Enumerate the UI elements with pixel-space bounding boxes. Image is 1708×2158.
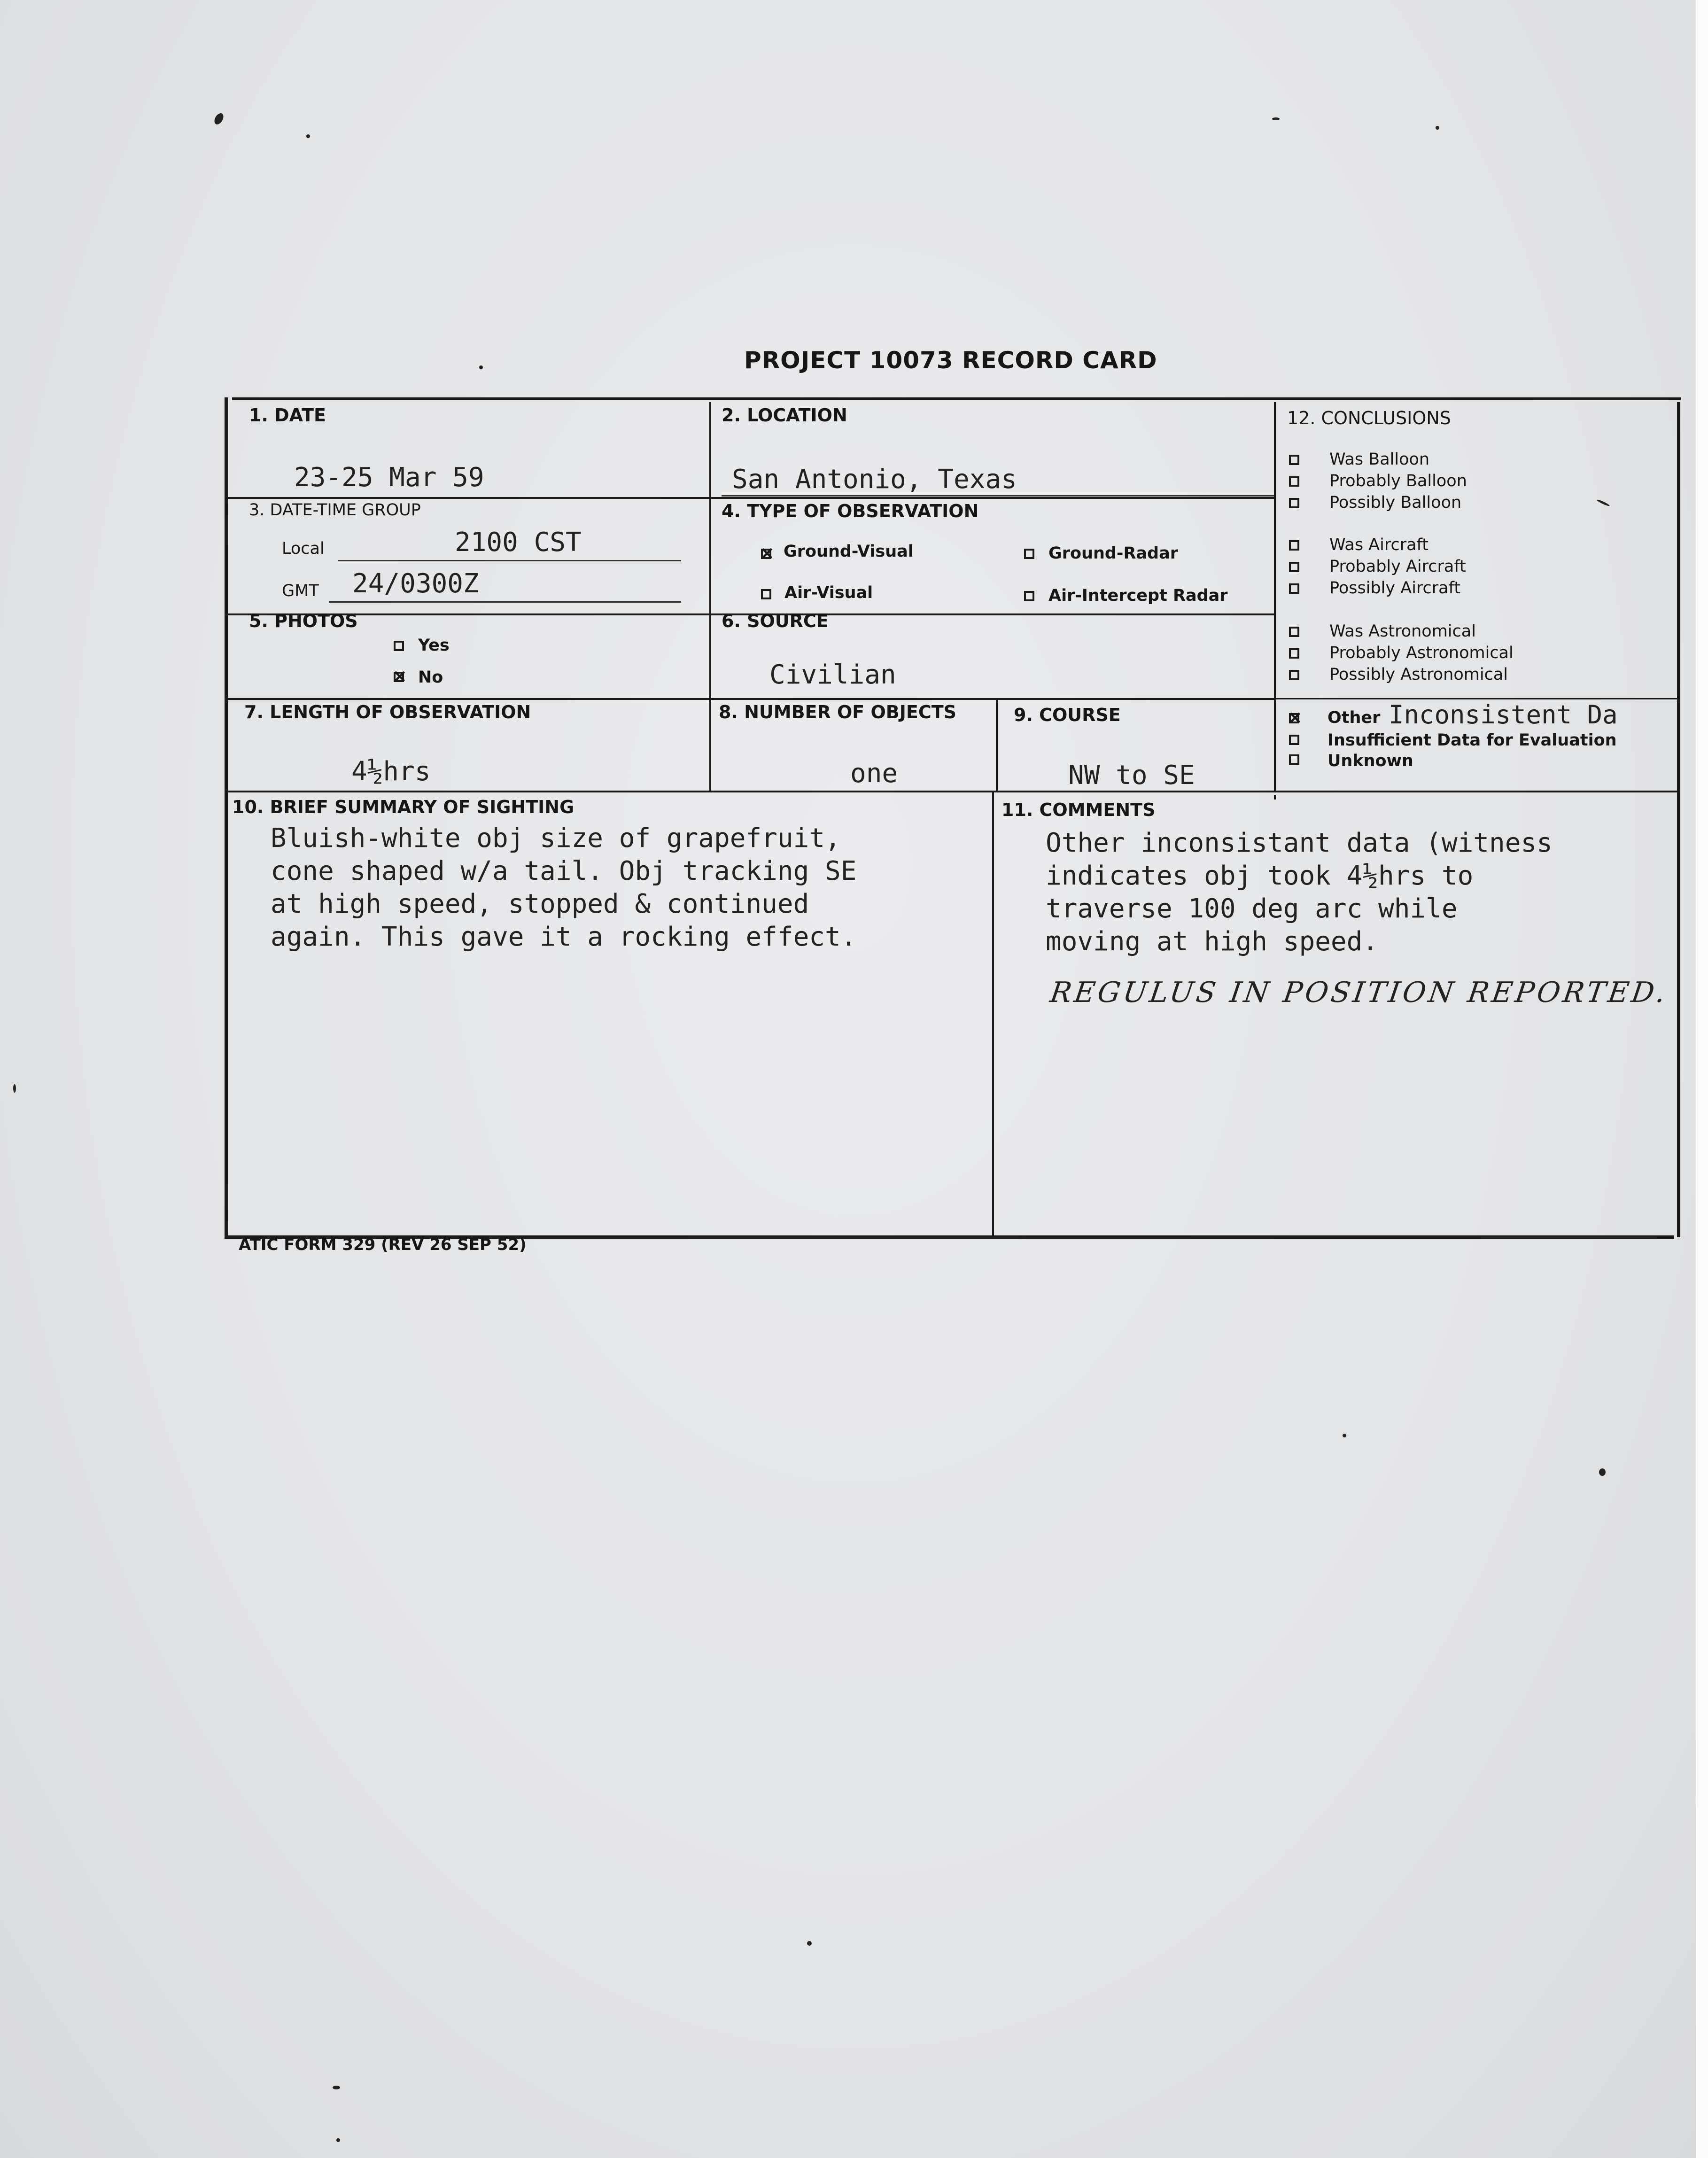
scan-speck [1599,1468,1606,1476]
page-edge [1696,0,1708,2158]
ground-radar-label: Ground-Radar [1048,544,1178,563]
dtg-gmt-label: GMT [282,582,319,600]
photos-no-label: No [418,668,443,687]
air-visual-checkbox[interactable] [761,589,771,599]
possibly-astronomical-label: Possibly Astronomical [1329,665,1508,684]
possibly-aircraft-checkbox[interactable] [1289,583,1299,594]
scan-speck [1596,499,1610,507]
frame-top [232,397,1681,400]
scan-speck [213,112,225,126]
possibly-balloon-label: Possibly Balloon [1329,493,1462,512]
scan-speck [1436,126,1439,130]
photos-yes-checkbox[interactable] [394,641,404,651]
source-value: Civilian [769,660,896,690]
unknown-label: Unknown [1328,752,1413,770]
length-value: 4½hrs [351,756,431,787]
divider-h4 [228,791,1679,792]
summary-label: 10. BRIEF SUMMARY OF SIGHTING [232,797,575,817]
divider-h3 [228,698,1274,700]
air-visual-label: Air-Visual [784,583,873,602]
scan-speck [336,2138,340,2142]
scan-speck [13,1084,16,1093]
conclusions-label: 12. CONCLUSIONS [1287,408,1451,428]
type-of-observation-label: 4. TYPE OF OBSERVATION [722,501,979,521]
other-label: Other [1328,708,1381,727]
scan-speck [1272,117,1280,120]
comments-label: 11. COMMENTS [1002,800,1156,820]
insufficient-data-label: Insufficient Data for Evaluation [1328,731,1617,750]
summary-line-2: cone shaped w/a tail. Obj tracking SE [271,856,857,886]
frame-left [225,397,228,1238]
frame-right [1677,402,1680,1237]
divider-v2 [1274,402,1276,792]
was-balloon-checkbox[interactable] [1289,455,1299,465]
dtg-local-value: 2100 CST [455,527,582,558]
was-balloon-label: Was Balloon [1329,450,1430,469]
photos-label: 5. PHOTOS [249,611,358,631]
was-aircraft-checkbox[interactable] [1289,540,1299,551]
summary-line-3: at high speed, stopped & continued [271,889,809,919]
ground-visual-label: Ground-Visual [784,542,914,561]
was-astronomical-checkbox[interactable] [1289,627,1299,637]
possibly-aircraft-label: Possibly Aircraft [1329,579,1461,598]
form-identifier: ATIC FORM 329 (REV 26 SEP 52) [239,1235,527,1254]
summary-line-4: again. This gave it a rocking effect. [271,922,857,952]
probably-balloon-label: Probably Balloon [1329,472,1467,490]
scan-speck [479,365,483,369]
location-label: 2. LOCATION [722,405,847,426]
was-aircraft-label: Was Aircraft [1329,536,1429,554]
divider-v3 [996,699,998,791]
probably-aircraft-label: Probably Aircraft [1329,557,1466,576]
dtg-local-underline [338,560,681,561]
insufficient-data-checkbox[interactable] [1289,735,1299,745]
date-value: 23-25 Mar 59 [294,462,484,493]
comments-line-2: indicates obj took 4½hrs to [1046,861,1474,891]
source-label: 6. SOURCE [722,611,829,631]
photos-yes-label: Yes [418,636,450,655]
dtg-gmt-value: 24/0300Z [352,568,479,599]
divider-v4 [992,791,994,1238]
divider-tick [1274,795,1276,800]
summary-line-1: Bluish-white obj size of grapefruit, [271,823,841,854]
divider-h1 [228,497,1274,499]
divider-h5 [1276,698,1680,699]
ground-radar-checkbox[interactable] [1024,549,1034,559]
card-title: PROJECT 10073 RECORD CARD [744,347,1157,374]
location-underline [722,495,1274,497]
dtg-local-label: Local [282,539,325,558]
unknown-checkbox[interactable] [1289,754,1299,765]
dtg-gmt-underline [329,601,681,603]
dtg-label: 3. DATE-TIME GROUP [249,501,421,520]
course-label: 9. COURSE [1014,705,1121,725]
other-value: Inconsistent Da [1389,700,1618,730]
length-label: 7. LENGTH OF OBSERVATION [244,702,531,722]
scan-speck [1343,1434,1346,1437]
scan-speck [807,1941,812,1946]
air-intercept-radar-label: Air-Intercept Radar [1048,586,1228,605]
date-label: 1. DATE [249,405,326,426]
comments-line-3: traverse 100 deg arc while [1046,893,1458,924]
probably-astronomical-checkbox[interactable] [1289,648,1299,659]
divider-v1 [709,402,711,791]
number-of-objects-value: one [850,758,898,789]
possibly-astronomical-checkbox[interactable] [1289,670,1299,680]
scan-speck [306,134,310,138]
probably-aircraft-checkbox[interactable] [1289,562,1299,572]
number-of-objects-label: 8. NUMBER OF OBJECTS [719,702,957,722]
probably-astronomical-label: Probably Astronomical [1329,644,1514,662]
possibly-balloon-checkbox[interactable] [1289,498,1299,508]
photos-no-checkbox[interactable] [394,672,404,682]
other-checkbox[interactable] [1289,713,1299,723]
was-astronomical-label: Was Astronomical [1329,622,1476,641]
probably-balloon-checkbox[interactable] [1289,476,1299,487]
course-value: NW to SE [1068,760,1195,791]
handwritten-note: REGULUS IN POSITION REPORTED. [1048,976,1670,1009]
scan-speck [333,2086,340,2089]
comments-line-4: moving at high speed. [1046,926,1379,957]
air-intercept-radar-checkbox[interactable] [1024,591,1034,601]
ground-visual-checkbox[interactable] [761,549,771,559]
location-value: San Antonio, Texas [732,464,1017,495]
comments-line-1: Other inconsistant data (witness [1046,828,1553,858]
